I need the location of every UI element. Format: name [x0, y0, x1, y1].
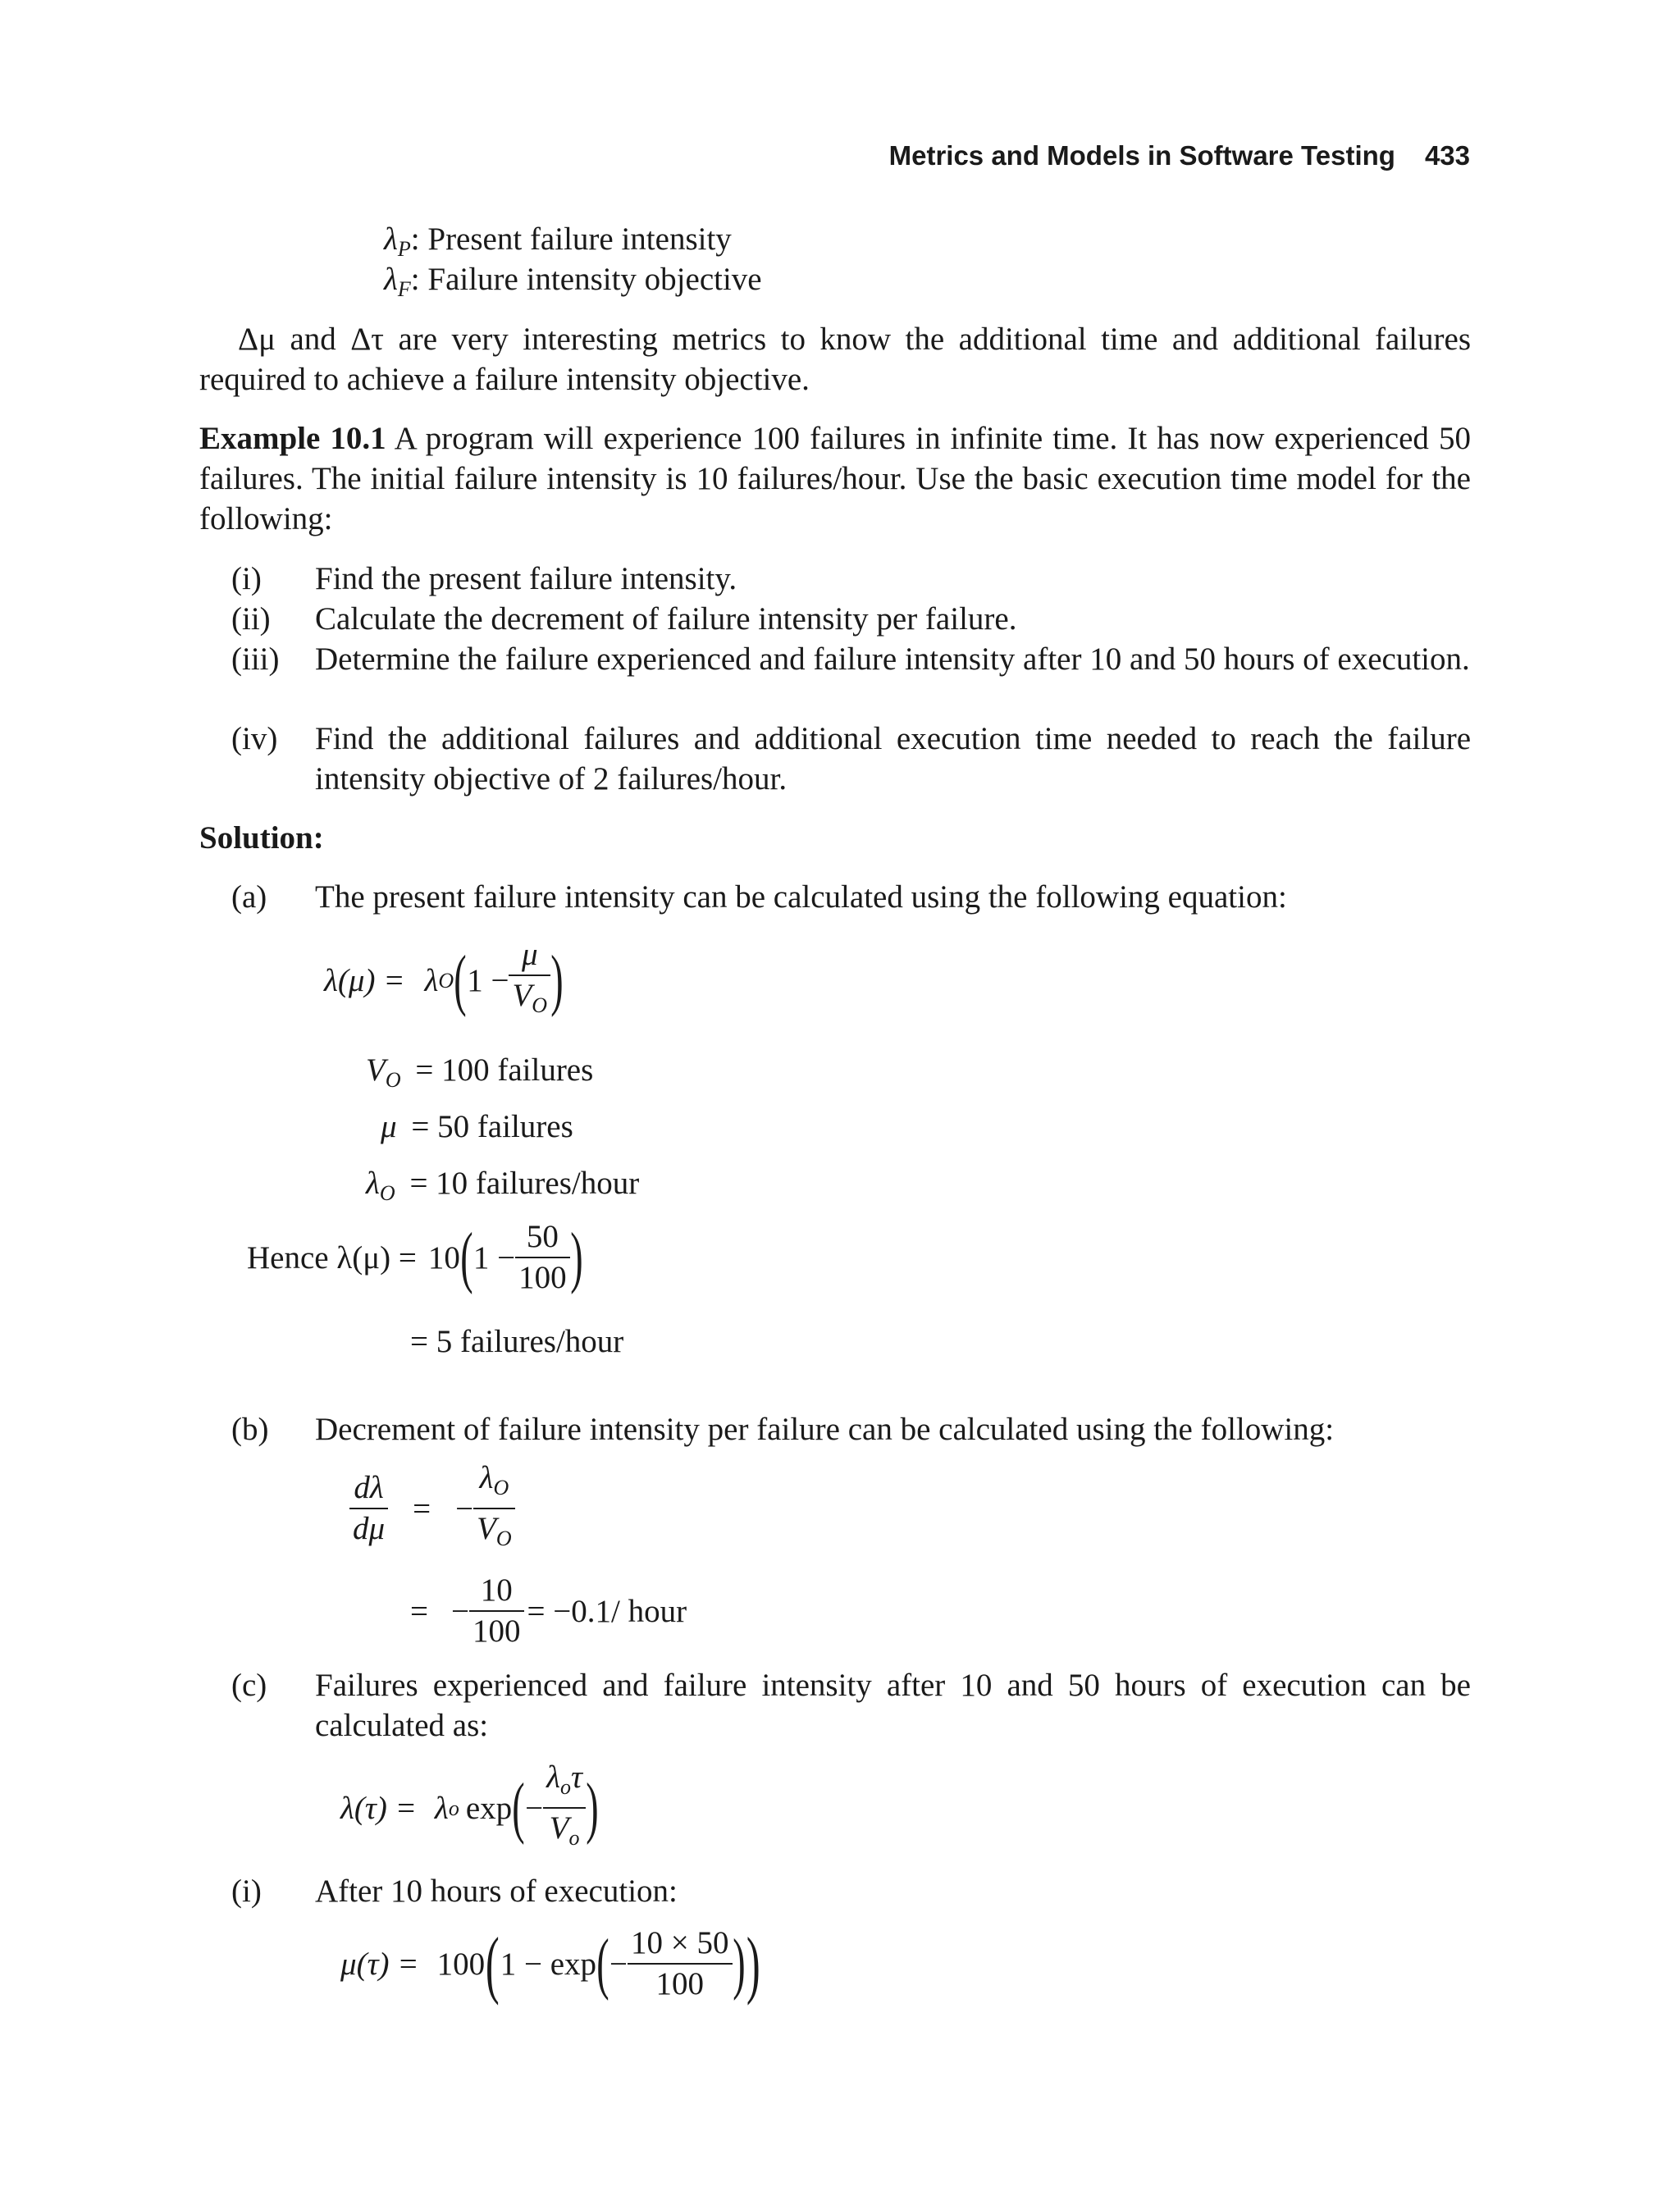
- fraction: $\frac{50}{100}$: [515, 1217, 570, 1298]
- list-item-number: (iv): [231, 721, 278, 756]
- part-a-number: (a): [231, 879, 267, 915]
- equation-derivative: $\frac{d\lambda}{d\mu}$ = − $\frac{\lambda_O}{V_O}$: [349, 1458, 515, 1559]
- running-header: [889, 139, 1470, 172]
- list-item-number: (iii): [231, 641, 280, 677]
- value-lambda-o: $\lambda_O = 10$ failures/hour: [366, 1166, 640, 1205]
- equation-decrement-value: = − $\frac{10}{100}$ = −0.1/ hour: [410, 1571, 687, 1651]
- example-paragraph: [199, 418, 1471, 539]
- part-i-text: After 10 hours of execution:: [315, 1874, 678, 1909]
- equation-mu-tau: μ(τ) = 100 ( 1 − exp ( − $\frac{10 \times 50}{100}$ ) ): [340, 1922, 760, 2006]
- value-mu: μ = 50 failures: [381, 1109, 573, 1144]
- list-item-text: Find the present failure intensity.: [315, 561, 737, 596]
- part-b-text: Decrement of failure intensity per failure can be calculated using the following:: [315, 1412, 1335, 1447]
- fraction: $\frac{\lambda_o\tau}{V_o}$: [543, 1758, 586, 1858]
- definition-intensity-objective: $\lambda_F$: Failure intensity objective: [384, 262, 762, 301]
- equation-lambda-mu: λ(μ) = λ O ( 1 − $\frac{\mu}{V_O}$ ): [324, 935, 564, 1025]
- list-item-text: Find the additional failures and additional execution time needed to reach the failure intensity objective of 2 failures/hour.: [315, 721, 1471, 796]
- value-vo: $V_O = 100$ failures: [366, 1052, 594, 1092]
- list-item-text: Calculate the decrement of failure intensity per failure.: [315, 601, 1017, 637]
- fraction: $\frac{\lambda_O}{V_O}$: [473, 1458, 515, 1559]
- part-c-text: Failures experienced and failure intensity after 10 and 50 hours of execution can be calculated as:: [315, 1668, 1471, 1743]
- fraction: $\frac{10 \times 50}{100}$: [628, 1924, 733, 2004]
- example-text: A program will experience 100 failures in infinite time. It has now experienced 50 failures. The initial failure intensity is 10 failures/hour. Use the basic execution time model for the following:: [199, 421, 1471, 536]
- equation-hence: Hence λ(μ) = 10 ( 1 − $\frac{50}{100}$ ): [247, 1217, 583, 1298]
- list-item-number: (ii): [231, 601, 271, 637]
- fraction: $\frac{10}{100}$: [469, 1571, 524, 1651]
- fraction: $\frac{d\lambda}{d\mu}$: [349, 1468, 388, 1549]
- definition-present-intensity: $\lambda_P$: Present failure intensity: [384, 221, 732, 261]
- page-number: 433: [1424, 140, 1470, 171]
- result-part-a: = 5 failures/hour: [410, 1324, 624, 1359]
- list-item-number: (i): [231, 561, 262, 596]
- solution-heading: Solution:: [199, 820, 324, 856]
- part-i-number: (i): [231, 1874, 262, 1909]
- example-label: Example 10.1: [199, 421, 386, 456]
- fraction: $\frac{\mu}{V_O}$: [509, 935, 550, 1025]
- list-item-text: Determine the failure experienced and failure intensity after 10 and 50 hours of execution.: [315, 641, 1470, 677]
- part-b-number: (b): [231, 1412, 269, 1447]
- part-c-number: (c): [231, 1668, 267, 1703]
- intro-paragraph: Δμ and Δτ are very interesting metrics to know the additional time and additional failures required to achieve a failure intensity objective.: [199, 322, 1471, 397]
- equation-lambda-tau: λ(τ) = λ o exp ( − $\frac{\lambda_o\tau}{V_o}$ ): [340, 1758, 599, 1858]
- part-a-text: The present failure intensity can be calculated using the following equation:: [315, 879, 1287, 915]
- running-title: Metrics and Models in Software Testing: [888, 140, 1395, 171]
